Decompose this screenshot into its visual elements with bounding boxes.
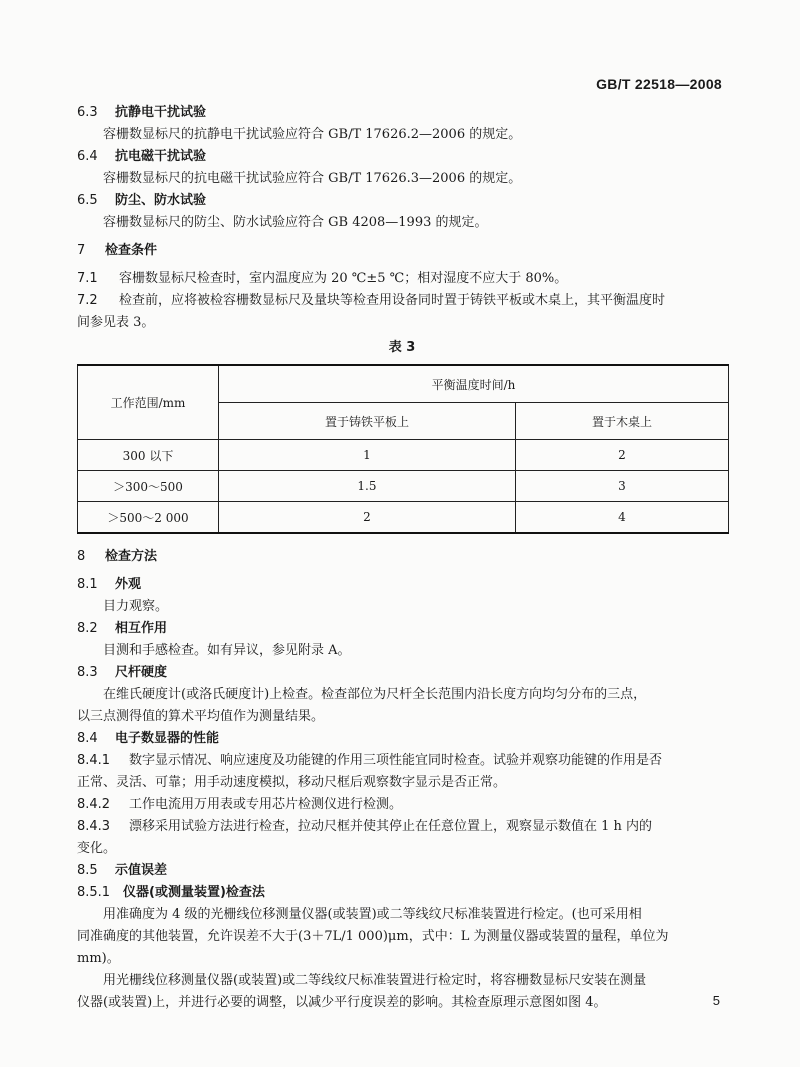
section-title: 电子数显器的性能 <box>115 731 220 746</box>
section-text: 容栅数显标尺检查时，室内温度应为 20 ℃±5 ℃；相对湿度不应大于 80%。 <box>119 271 568 286</box>
section-title: 检查方法 <box>105 549 158 564</box>
section-8-1-text: 目力观察。 <box>103 599 169 614</box>
header-balance-time: 平衡温度时间/h <box>219 365 729 403</box>
section-title: 防尘、防水试验 <box>115 193 207 208</box>
cell-range: ＞500～2 000 <box>78 502 219 534</box>
section-7-1 <box>77 268 727 290</box>
section-8-3-text-cont: 以三点测得值的算术平均值作为测量结果。 <box>77 709 325 724</box>
section-7-2 <box>77 290 727 312</box>
section-number: 7.1 <box>77 271 98 286</box>
header-iron-plate: 置于铸铁平板上 <box>219 403 516 440</box>
section-number: 6.5 <box>77 193 98 208</box>
paragraph-line: mm)。 <box>77 951 120 966</box>
section-6-4-text: 容栅数显标尺的抗电磁干扰试验应符合 GB/T 17626.3—2006 的规定。 <box>103 171 522 186</box>
section-8-heading <box>77 546 727 568</box>
section-number: 7.2 <box>77 293 98 308</box>
section-number: 7 <box>77 243 86 258</box>
cell-iron: 1 <box>219 440 516 471</box>
section-text: 工作电流用万用表或专用芯片检测仪进行检测。 <box>129 797 403 812</box>
section-text: 检查前，应将被检容栅数显标尺及量块等检查用设备同时置于铸铁平板或木桌上，其平衡温度时 <box>119 293 666 308</box>
section-number: 6.3 <box>77 105 98 120</box>
page-number: 5 <box>712 993 720 1008</box>
section-8-4-2 <box>77 794 727 816</box>
standard-number: GB/T 22518—2008 <box>596 76 722 92</box>
section-number: 8.2 <box>77 621 98 636</box>
section-8-2-text: 目测和手感检查。如有异议，参见附录 A。 <box>103 643 351 658</box>
section-6-5-text: 容栅数显标尺的防尘、防水试验应符合 GB 4208—1993 的规定。 <box>103 215 488 230</box>
cell-range: 300 以下 <box>78 440 219 471</box>
section-8-3-text: 在维氏硬度计(或洛氏硬度计)上检查。检查部位为尺杆全长范围内沿长度方向均匀分布的三点， <box>103 687 647 702</box>
cell-iron: 1.5 <box>219 471 516 502</box>
section-7-2-cont: 间参见表 3。 <box>77 315 155 330</box>
section-title: 相互作用 <box>115 621 168 636</box>
cell-wood: 4 <box>515 502 728 534</box>
section-title: 抗静电干扰试验 <box>115 105 207 120</box>
section-8-2-heading <box>77 618 727 640</box>
cell-iron: 2 <box>219 502 516 534</box>
document-body <box>77 102 727 1014</box>
paragraph-line: 用光栅线位移测量仪器(或装置)或二等线纹尺标准装置进行检定时，将容栅数显标尺安装在测量 <box>103 973 647 988</box>
section-title: 抗电磁干扰试验 <box>115 149 207 164</box>
section-8-5-1-heading <box>77 882 727 904</box>
section-number: 8 <box>77 549 86 564</box>
cell-wood: 3 <box>515 471 728 502</box>
table-row <box>78 440 729 471</box>
section-8-4-1 <box>77 750 727 772</box>
section-8-4-3-cont: 变化。 <box>77 841 117 856</box>
section-7-heading <box>77 240 727 262</box>
paragraph-line: 仪器(或装置)上，并进行必要的调整，以减少平行度误差的影响。其检查原理示意图如图 4。 <box>77 995 607 1010</box>
paragraph-line: 用准确度为 4 级的光栅线位移测量仪器(或装置)或二等线纹尺标准装置进行检定。(也可采用相 <box>103 907 642 922</box>
section-title: 仪器(或测量装置)检查法 <box>123 885 265 900</box>
section-number: 8.4.1 <box>77 753 111 768</box>
section-title: 外观 <box>115 577 142 592</box>
section-number: 8.4.2 <box>77 797 111 812</box>
table-3 <box>77 364 729 534</box>
table-row <box>78 471 729 502</box>
section-8-3-heading <box>77 662 727 684</box>
paragraph-line: 同准确度的其他装置，允许误差不大于(3＋7L/1 000)μm，式中：L 为测量仪器或装置的量程，单位为 <box>77 929 669 944</box>
table-row <box>78 502 729 534</box>
section-number: 8.4 <box>77 731 98 746</box>
section-text: 漂移采用试验方法进行检查，拉动尺框并使其停止在任意位置上，观察显示数值在 1 h 内的 <box>129 819 653 834</box>
section-6-3-heading <box>77 102 727 124</box>
section-number: 8.5.1 <box>77 885 111 900</box>
header-range: 工作范围/mm <box>78 365 219 440</box>
section-title: 尺杆硬度 <box>115 665 168 680</box>
section-text: 数字显示情况、响应速度及功能键的作用三项性能宜同时检查。试验并观察功能键的作用是否 <box>129 753 663 768</box>
section-8-4-1-cont: 正常、灵活、可靠；用手动速度模拟，移动尺框后观察数字显示是否正常。 <box>77 775 507 790</box>
section-8-4-heading <box>77 728 727 750</box>
section-number: 8.5 <box>77 863 98 878</box>
section-title: 示值误差 <box>115 863 168 878</box>
section-6-3-text: 容栅数显标尺的抗静电干扰试验应符合 GB/T 17626.2—2006 的规定。 <box>103 127 522 142</box>
section-number: 6.4 <box>77 149 98 164</box>
section-8-4-3 <box>77 816 727 838</box>
cell-range: ＞300～500 <box>78 471 219 502</box>
section-6-5-heading <box>77 190 727 212</box>
cell-wood: 2 <box>515 440 728 471</box>
section-6-4-heading <box>77 146 727 168</box>
table-caption: 表 3 <box>388 340 416 355</box>
header-wood-table: 置于木桌上 <box>515 403 728 440</box>
section-number: 8.3 <box>77 665 98 680</box>
section-title: 检查条件 <box>105 243 158 258</box>
section-8-1-heading <box>77 574 727 596</box>
section-number: 8.4.3 <box>77 819 111 834</box>
section-number: 8.1 <box>77 577 98 592</box>
section-8-5-heading <box>77 860 727 882</box>
